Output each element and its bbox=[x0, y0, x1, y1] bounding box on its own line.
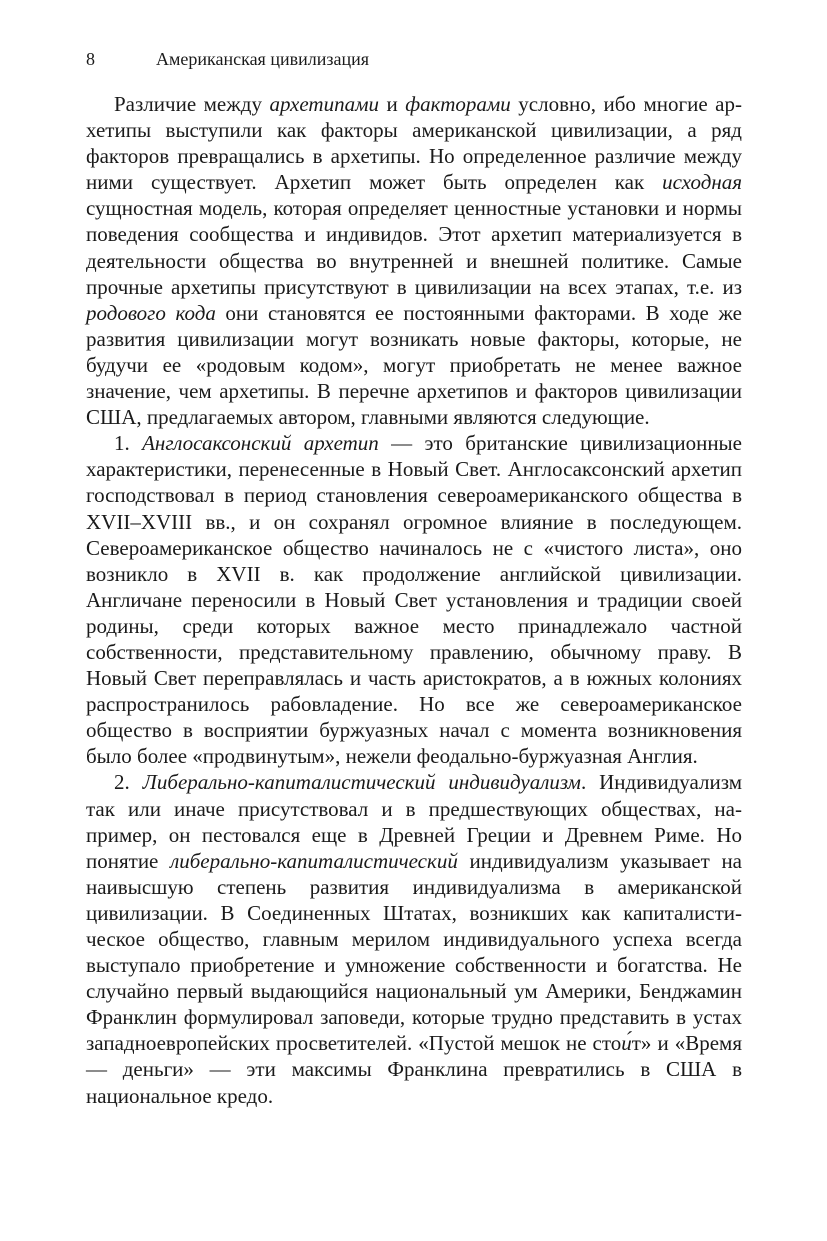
paragraph-liberal-individualism bbox=[86, 769, 742, 1108]
italic-term: родового кода bbox=[86, 300, 216, 325]
text-span: они становятся ее постоянными факторами. В ходе же развития цивилизации могут возникать новые факторы, которые, не будучи ее «родовым кодом», могут приобретать не менее важное значение, чем архетипы. В перечне архетипов и факторов цивилизации США, предлагаемых автором, главными являются следующие. bbox=[86, 300, 743, 430]
list-number: 2. bbox=[114, 770, 143, 795]
text-span: индивидуализм указывает на наивысшую степень развития индивидуализма в американской цивилизации. В Соединенных Штатах, возникших как капиталистическое общество, главным мерилом индивидуального успеха всегда выступало приобретение и умножение собственности и богатства. Не случайно первый выдающийся национальный ум Америки, Бенджамин Франклин формулировал заповеди, которые трудно представить в устах западноевропейских просветителей. «Пустой мешок не сто bbox=[86, 848, 743, 1056]
text-span: Различие между bbox=[114, 92, 270, 116]
text-span: и bbox=[378, 92, 406, 116]
text-span: . Индивидуализм так или иначе присутствовал и в предшествующих обществах, например, он пестовался еще в Древней Греции и Древнем Риме. Но понятие bbox=[86, 770, 742, 873]
text-span: сущностная модель, которая определяет ценностные установки и нормы поведения сообщества и индивидов. Этот архетип материализуется в деятельности общества во внутренней и внешней политике. Самые прочные архетипы присутствуют в цивилизации на всех этапах, т.е. из bbox=[86, 196, 742, 299]
body-text bbox=[86, 91, 742, 1109]
text-span: условно, ибо многие архетипы выступили как факторы американской цивилизации, а ряд факторов превращались в архетипы. Но определенное различие между ними существует. Архетип может быть определен как bbox=[86, 92, 742, 195]
running-head bbox=[86, 46, 369, 72]
list-number: 1. bbox=[114, 431, 143, 456]
italic-term: Либерально-капиталистический индивидуализм bbox=[142, 770, 581, 795]
italic-term: факторами bbox=[405, 92, 511, 116]
italic-accent: и́ bbox=[621, 1031, 632, 1056]
italic-term: Англосаксонский архетип bbox=[142, 431, 379, 456]
paragraph-archetypes-vs-factors bbox=[86, 91, 742, 430]
page-number: 8 bbox=[86, 49, 95, 69]
italic-term: либерально-капиталистический bbox=[170, 848, 458, 873]
text-span: т» и «Время — деньги» — эти максимы Франклина превратились в США в национальное кредо. bbox=[86, 1031, 742, 1108]
italic-term: исходная bbox=[662, 170, 742, 195]
paragraph-anglo-saxon-archetype bbox=[86, 430, 742, 769]
book-title: Американская цивилизация bbox=[156, 49, 369, 69]
text-span: — это британские цивилизационные характеристики, перенесенные в Новый Свет. Англосаксонский архетип господствовал в период становления североамериканского общества в XVII–XVIII вв., и он сохранял огромное влияние в последующем. Североамериканское общество начиналось не с «чистого листа», оно возникло в XVII в. как продолжение английской цивилизации. Англичане переносили в Новый Свет установления и традиции своей родины, среди которых важное место принадлежало частной собственности, представительному правлению, обычному праву. В Новый Свет переправлялась и часть аристократов, а в южных колониях распространилось рабовладение. Но все же североамериканское общество в восприятии буржуазных начал с момента возникновения было более «продвинутым», нежели феодально-буржуазная Англия. bbox=[86, 431, 742, 769]
italic-term: архетипами bbox=[269, 92, 379, 116]
